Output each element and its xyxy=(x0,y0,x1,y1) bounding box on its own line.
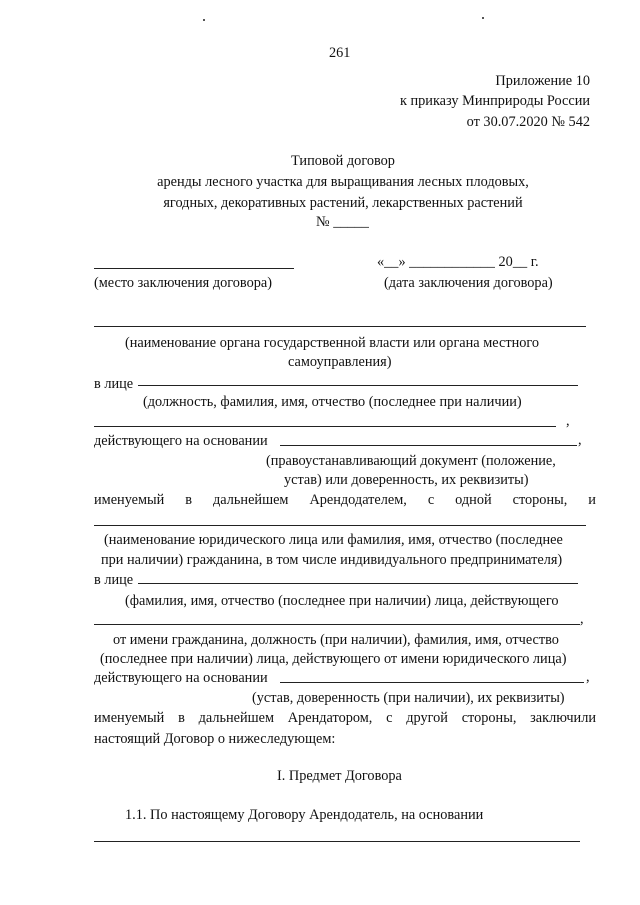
lessee-person-caption-1: (фамилия, имя, отчество (последнее при наличии) лица, действующего xyxy=(125,593,559,609)
place-caption: (место заключения договора) xyxy=(94,275,272,291)
word: стороны, xyxy=(512,492,568,508)
lessee-entity-caption-1: (наименование юридического лица или фамилия, имя, отчество (последнее xyxy=(104,532,563,548)
word: именуемый xyxy=(94,492,165,508)
lessor-person-blank-line xyxy=(138,385,578,386)
annex-line-3: от 30.07.2020 № 542 xyxy=(466,114,590,130)
clause-1-1: 1.1. По настоящему Договору Арендодатель, на основании xyxy=(125,807,484,823)
lessor-in-person-label: в лице xyxy=(94,376,134,392)
word: и xyxy=(588,492,596,508)
word: с xyxy=(427,492,435,508)
place-blank-line xyxy=(94,268,294,269)
contract-number: № _____ xyxy=(316,214,369,230)
lessor-basis-caption-2: устав) или доверенность, их реквизиты) xyxy=(284,472,529,488)
lessee-person-blank-line xyxy=(138,583,578,584)
comma: , xyxy=(566,413,570,429)
title-line-2: аренды лесного участка для выращивания лесных плодовых, xyxy=(157,174,529,190)
authority-blank-line xyxy=(94,326,586,327)
scan-speck xyxy=(482,17,484,19)
lessee-person-caption-3: (последнее при наличии) лица, действующего от имени юридического лица) xyxy=(100,651,567,667)
date-caption: (дата заключения договора) xyxy=(384,275,553,291)
lessee-person-blank-line-2 xyxy=(94,624,580,625)
lessee-entity-blank-line xyxy=(94,525,586,526)
comma: , xyxy=(586,669,590,685)
title-line-3: ягодных, декоративных растений, лекарственных растений xyxy=(163,195,523,211)
date-line: «__» ____________ 20__ г. xyxy=(377,254,539,270)
annex-line-1: Приложение 10 xyxy=(495,73,590,89)
clause-1-1-blank-line xyxy=(94,841,580,842)
authority-caption-1: (наименование органа государственной власти или органа местного xyxy=(125,335,540,351)
word: дальнейшем xyxy=(213,492,289,508)
lessee-entity-caption-2: при наличии) гражданина, в том числе индивидуального предпринимателя) xyxy=(101,552,563,568)
word: одной xyxy=(455,492,492,508)
lessee-basis-blank-line xyxy=(280,682,584,683)
lessee-in-person-label: в лице xyxy=(94,572,134,588)
lessee-named-line: именуемый в дальнейшем Арендатором, с другой стороны, заключили xyxy=(94,710,596,726)
lessor-person-caption: (должность, фамилия, имя, отчество (последнее при наличии) xyxy=(143,394,522,410)
lessee-person-caption-2: от имени гражданина, должность (при наличии), фамилия, имя, отчество xyxy=(113,632,559,648)
lessee-basis-caption: (устав, доверенность (при наличии), их реквизиты) xyxy=(252,690,565,706)
authority-caption-2: самоуправления) xyxy=(288,354,392,370)
page-number: 261 xyxy=(329,45,351,61)
lessor-basis-blank-line xyxy=(280,445,577,446)
comma: , xyxy=(580,611,584,627)
word: в xyxy=(185,492,193,508)
lessor-basis-caption-1: (правоустанавливающий документ (положение, xyxy=(266,453,556,469)
lessor-named-line xyxy=(94,491,596,509)
concluded-line: настоящий Договор о нижеследующем: xyxy=(94,731,336,747)
section-1-heading: I. Предмет Договора xyxy=(277,768,402,784)
lessee-acting-basis-label: действующего на основании xyxy=(94,670,268,686)
comma: , xyxy=(578,432,582,448)
scan-speck xyxy=(203,19,205,21)
lessor-acting-basis-label: действующего на основании xyxy=(94,433,268,449)
lessor-person-blank-line-2 xyxy=(94,426,556,427)
title-line-1: Типовой договор xyxy=(291,153,395,169)
annex-line-2: к приказу Минприроды России xyxy=(399,93,590,109)
word: Арендодателем, xyxy=(309,492,407,508)
